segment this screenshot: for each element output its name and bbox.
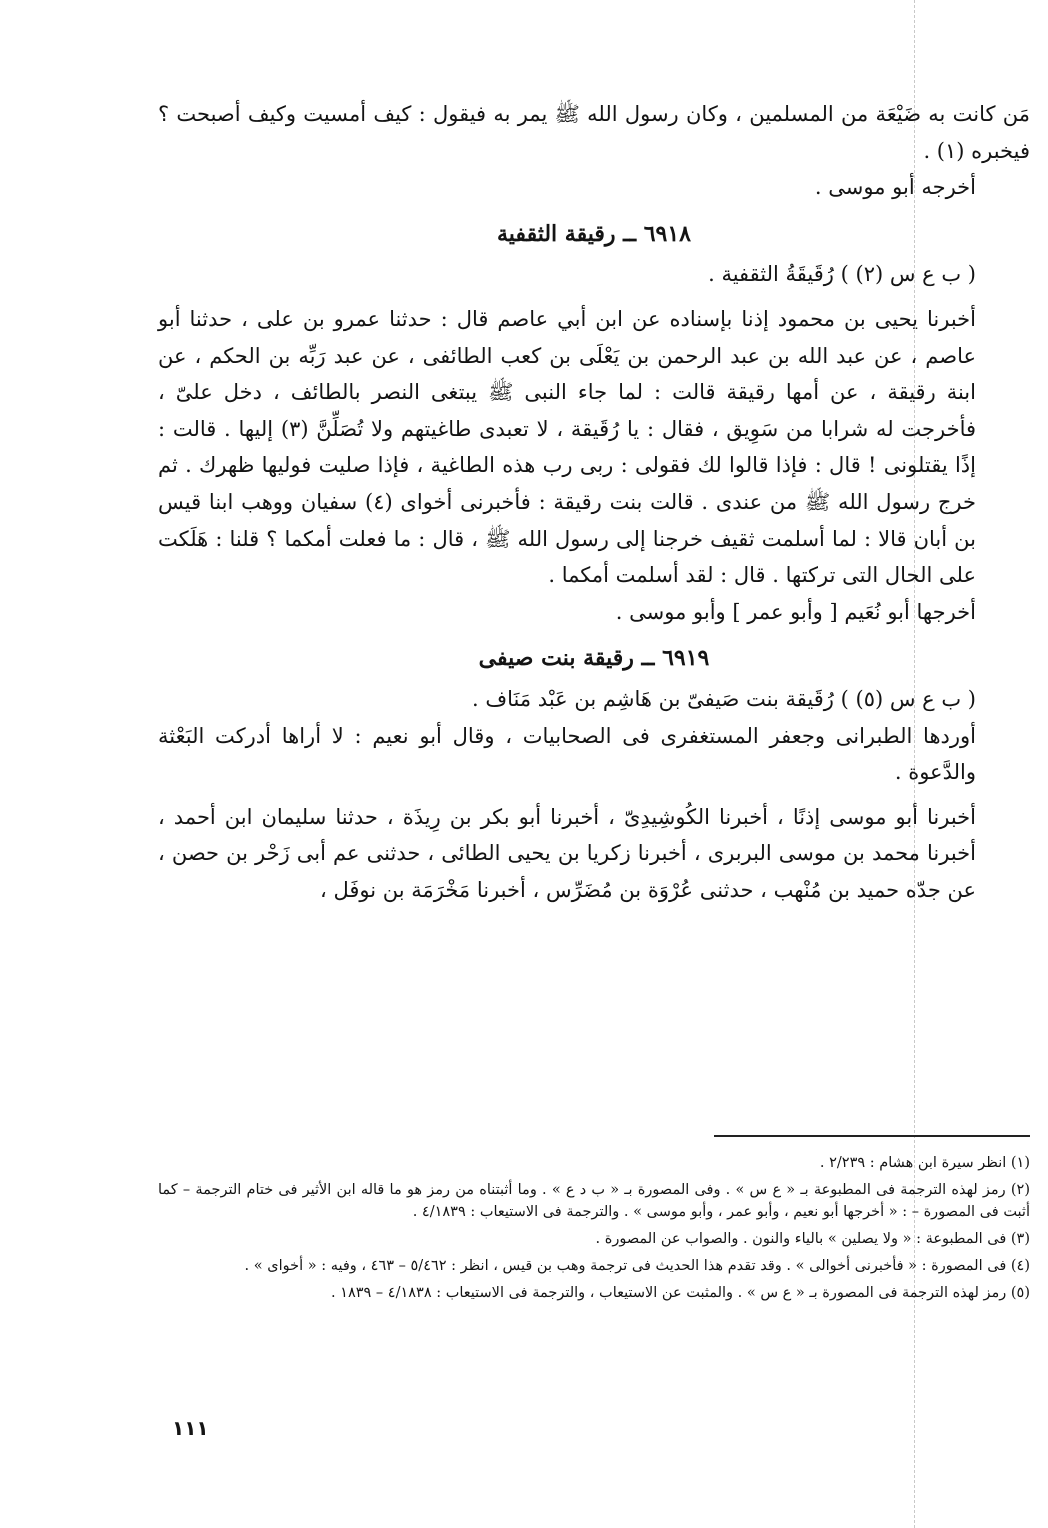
entry-heading-6918: ٦٩١٨ ــ رقيقة الثقفية: [497, 220, 691, 247]
paragraph-isnad: أخبرنا أبو موسى إذنًا ، أخبرنا الكُوشِيدِىّ ، أخبرنا أبو بكر بن رِيذَة ، حدثنا سليمان ابن أحمد ، أخبرنا محمد بن موسى البربرى ، أخبرنا زكريا بن يحيى الطائى ، حدثنى عم أبى زَحْر بن حصن ، عن جدّه حميد بن مُنْهب ، حدثنى عُرْوَة بن مُضَرِّس ، أخبرنا مَخْرَمَة بن نوفَل ،: [158, 804, 976, 902]
footnote: (٤) فى المصورة : « فأخبرنى أخوالى » . وقد تقدم هذا الحديث فى ترجمة وهب بن قيس ، انظر : ٥/٤٦٢ – ٤٦٣ ، وفيه : « أخواى » .: [244, 1258, 1030, 1274]
entry-code-line: ( ب ع س (٥) ) رُقَيقة بنت صَيفىّ بن هَاشِم بن عَبْد مَنَاف .: [472, 686, 976, 711]
footnote-separator: [714, 1135, 1030, 1137]
footnote: (١) انظر سيرة ابن هشام : ٢/٢٣٩ .: [819, 1155, 1030, 1171]
main-text: [158, 96, 1030, 908]
entry-code-line: ( ب ع س (٢) ) رُقَيقَةُ الثقفية .: [708, 262, 976, 287]
paragraph-attribution: أخرجه أبو موسى .: [814, 175, 976, 200]
footnotes: [158, 1152, 1030, 1309]
paragraph-continuation: مَن كانت به ضَيْعَة من المسلمين ، وكان رسول الله ﷺ يمر به فيقول : كيف أمسيت وكيف أصبحت ؟ فيخبره (١) .: [158, 102, 1030, 163]
paragraph-attribution: أخرجها أبو نُعَيم [ وأبو عمر ] وأبو موسى .: [615, 599, 976, 624]
paragraph-hadith: أخبرنا يحيى بن محمود إذنا بإسناده عن ابن أبي عاصم قال : حدثنا عمرو بن على ، حدثنا أبو عاصم ، عن عبد الله بن عبد الرحمن بن يَعْلَى بن كعب الطائفى ، عن عبد رَبِّه بن الحكم ، عن ابنة رقيقة ، عن أمها رقيقة قالت : لما جاء النبى ﷺ يبتغى النصر بالطائف ، دخل علىّ ، فأخرجت له شرابا من سَوِيق ، فقال : يا رُقَيقة ، لا تعبدى طاغيتهم ولا تُصَلِّنَّ (٣) إليها . قالت : إذًا يقتلونى ! قال : فإذا قالوا لك فقولى : ربى رب هذه الطاغية ، فإذا صليت فوليها ظهرك . ثم خرج رسول الله ﷺ من عندى . قالت بنت رقيقة : فأخبرنى أخواى (٤) سفيان ووهب ابنا قيس بن أبان قالا : لما أسلمت ثقيف خرجنا إلى رسول الله ﷺ ، قال : ما فعلت أمكما ؟ قلنا : هَلَكت على الحال التى تركتها . قال : لقد أسلمت أمكما .: [158, 306, 977, 588]
paragraph-note: أوردها الطبرانى وجعفر المستغفرى فى الصحابيات ، وقال أبو نعيم : لا أراها أدركت البَعْثة والدَّعوة .: [158, 723, 976, 785]
entry-heading-6919: ٦٩١٩ ــ رقيقة بنت صيفى: [478, 645, 710, 672]
page-number: ١١١: [172, 1416, 209, 1440]
footnote: (٣) فى المطبوعة : « ولا يصلين » بالياء والنون . والصواب عن المصورة .: [595, 1231, 1030, 1247]
footnote: (٥) رمز لهذه الترجمة فى المصورة بـ « ع س » . والمثبت عن الاستيعاب ، والترجمة فى الاستيعاب : ٤/١٨٣٨ – ١٨٣٩ .: [330, 1285, 1030, 1301]
footnote: (٢) رمز لهذه الترجمة فى المطبوعة بـ « ع س » . وفى المصورة بـ « ب د ع » . وما أثبتناه من رمز هو ما قاله ابن الأثير فى ختام الترجمة – كما أثبت فى المصورة – : « أخرجها أبو نعيم ، وأبو عمر ، وأبو موسى » . والترجمة فى الاستيعاب : ٤/١٨٣٩ .: [158, 1182, 1030, 1220]
